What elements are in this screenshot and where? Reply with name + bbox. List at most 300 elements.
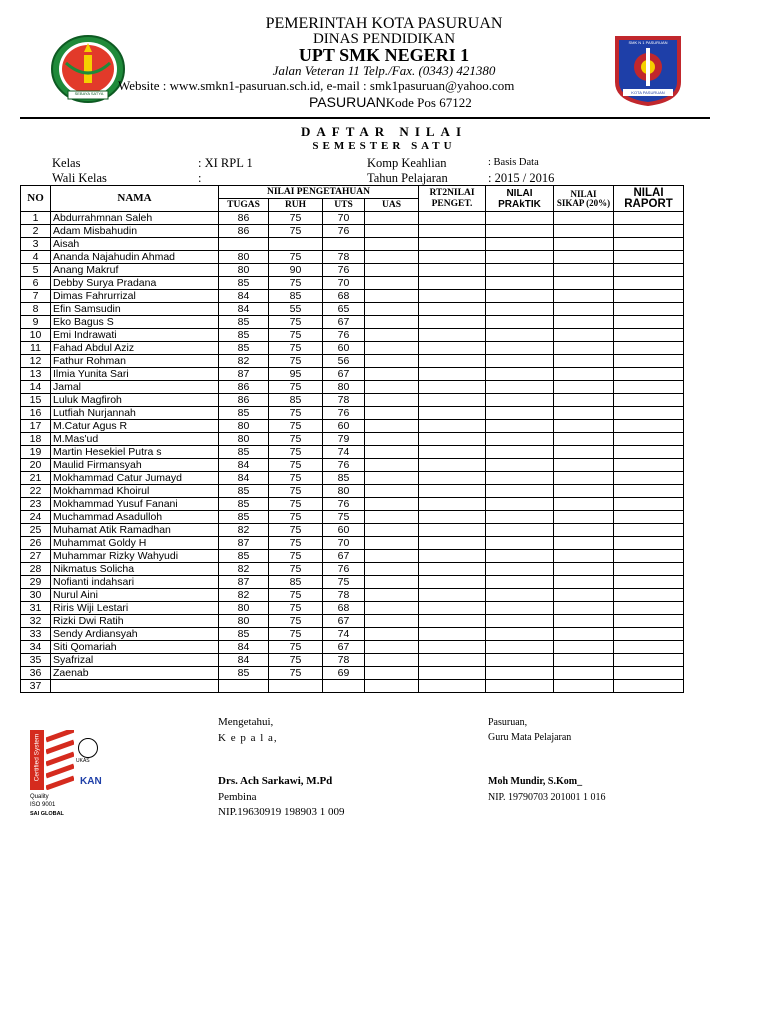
uas-score <box>365 394 419 407</box>
tugas-score: 85 <box>219 550 269 563</box>
uts-score: 68 <box>323 602 365 615</box>
uas-score <box>365 537 419 550</box>
rt2-nilai-score <box>419 654 486 667</box>
student-name: Aisah <box>51 238 219 251</box>
table-row <box>21 264 684 277</box>
uts-score: 76 <box>323 407 365 420</box>
raport-score <box>614 342 684 355</box>
row-number: 13 <box>21 368 51 381</box>
wali-kelas-value: : <box>198 171 202 185</box>
uts-score: 75 <box>323 511 365 524</box>
sai-global-text: SAI GLOBAL <box>30 811 64 817</box>
ukas-text: UKAS <box>76 758 90 764</box>
grades-table <box>20 185 684 693</box>
raport-score <box>614 472 684 485</box>
praktik-score <box>486 511 554 524</box>
tugas-score: 85 <box>219 667 269 680</box>
student-name: Luluk Magfiroh <box>51 394 219 407</box>
sikap-score <box>554 355 614 368</box>
uas-score <box>365 251 419 264</box>
right-logo-top-text: SMK N 1 PASURUAN <box>628 40 668 45</box>
tugas-score: 85 <box>219 277 269 290</box>
principal-nip: NIP.19630919 198903 1 009 <box>218 806 345 818</box>
uts-score <box>323 680 365 693</box>
uts-score: 70 <box>323 277 365 290</box>
raport-score <box>614 238 684 251</box>
sikap-score <box>554 446 614 459</box>
sikap-score <box>554 459 614 472</box>
student-name: M.Catur Agus R <box>51 420 219 433</box>
raport-score <box>614 524 684 537</box>
rt2-nilai-score <box>419 524 486 537</box>
raport-score <box>614 446 684 459</box>
sikap-score <box>554 212 614 225</box>
rt2-nilai-score <box>419 576 486 589</box>
ruh-score: 55 <box>269 303 323 316</box>
row-number: 15 <box>21 394 51 407</box>
row-number: 14 <box>21 381 51 394</box>
praktik-score <box>486 615 554 628</box>
tugas-score: 85 <box>219 628 269 641</box>
row-number: 10 <box>21 329 51 342</box>
uts-score: 78 <box>323 589 365 602</box>
ruh-score: 75 <box>269 511 323 524</box>
student-name: Muhammar Rizky Wahyudi <box>51 550 219 563</box>
row-number: 11 <box>21 342 51 355</box>
student-name: Nikmatus Solicha <box>51 563 219 576</box>
table-row <box>21 225 684 238</box>
tugas-score: 86 <box>219 381 269 394</box>
sikap-score <box>554 407 614 420</box>
raport-score <box>614 381 684 394</box>
student-name: Mokhammad Yusuf Fanani <box>51 498 219 511</box>
table-row <box>21 563 684 576</box>
sikap-score <box>554 316 614 329</box>
raport-score <box>614 420 684 433</box>
uts-score: 78 <box>323 251 365 264</box>
student-name: Muhamat Atik Ramadhan <box>51 524 219 537</box>
uts-score: 67 <box>323 615 365 628</box>
uas-score <box>365 290 419 303</box>
table-row <box>21 329 684 342</box>
praktik-score <box>486 251 554 264</box>
tugas-score: 86 <box>219 394 269 407</box>
acknowledged-label: Mengetahui, <box>218 716 274 728</box>
raport-score <box>614 576 684 589</box>
uts-score: 76 <box>323 459 365 472</box>
sikap-score <box>554 472 614 485</box>
student-name: M.Mas'ud <box>51 433 219 446</box>
row-number: 19 <box>21 446 51 459</box>
student-name: Emi Indrawati <box>51 329 219 342</box>
ukas-crown-icon <box>78 738 98 758</box>
uas-score <box>365 485 419 498</box>
post-code: Kode Pos 67122 <box>385 95 472 110</box>
sikap-score <box>554 264 614 277</box>
principal-title: K e p a l a, <box>218 732 278 744</box>
ruh-score: 75 <box>269 589 323 602</box>
uas-score <box>365 667 419 680</box>
logo-overlap-mask <box>100 76 130 94</box>
principal-name: Drs. Ach Sarkawi, M.Pd <box>218 775 333 787</box>
raport-score <box>614 329 684 342</box>
uts-score: 65 <box>323 303 365 316</box>
header-ruh: RUH <box>269 199 323 212</box>
praktik-score <box>486 680 554 693</box>
ruh-score: 75 <box>269 472 323 485</box>
row-number: 9 <box>21 316 51 329</box>
row-number: 34 <box>21 641 51 654</box>
student-name: Eko Bagus S <box>51 316 219 329</box>
city-name: PASURUAN <box>309 94 386 110</box>
uas-score <box>365 641 419 654</box>
table-row <box>21 537 684 550</box>
uts-score: 68 <box>323 290 365 303</box>
address-line: Jalan Veteran 11 Telp./Fax. (0343) 421380 <box>272 63 496 78</box>
praktik-score <box>486 589 554 602</box>
praktik-score <box>486 602 554 615</box>
header-nilai-sikap: NILAI SIKAP (20%) <box>554 186 614 212</box>
uts-score: 60 <box>323 342 365 355</box>
teacher-nip: NIP. 19790703 201001 1 016 <box>488 792 606 803</box>
student-name: Sendy Ardiansyah <box>51 628 219 641</box>
sikap-score <box>554 511 614 524</box>
table-row <box>21 615 684 628</box>
row-number: 23 <box>21 498 51 511</box>
header-uas: UAS <box>365 199 419 212</box>
ruh-score: 75 <box>269 446 323 459</box>
tugas-score: 80 <box>219 420 269 433</box>
row-number: 21 <box>21 472 51 485</box>
uas-score <box>365 355 419 368</box>
table-row <box>21 381 684 394</box>
uas-score <box>365 420 419 433</box>
rt2-nilai-score <box>419 303 486 316</box>
praktik-score <box>486 472 554 485</box>
table-row <box>21 459 684 472</box>
row-number: 28 <box>21 563 51 576</box>
ruh-score: 75 <box>269 225 323 238</box>
ruh-score: 75 <box>269 459 323 472</box>
sikap-score <box>554 615 614 628</box>
uas-score <box>365 342 419 355</box>
sikap-score <box>554 381 614 394</box>
row-number: 1 <box>21 212 51 225</box>
tugas-score: 85 <box>219 446 269 459</box>
row-number: 30 <box>21 589 51 602</box>
rt2-nilai-score <box>419 342 486 355</box>
tugas-score: 80 <box>219 251 269 264</box>
tugas-score: 84 <box>219 459 269 472</box>
ruh-score: 75 <box>269 498 323 511</box>
table-row <box>21 550 684 563</box>
tugas-score: 80 <box>219 602 269 615</box>
row-number: 25 <box>21 524 51 537</box>
sikap-score <box>554 368 614 381</box>
row-number: 12 <box>21 355 51 368</box>
ruh-score: 75 <box>269 537 323 550</box>
raport-score <box>614 563 684 576</box>
sikap-score <box>554 329 614 342</box>
raport-score <box>614 277 684 290</box>
praktik-score <box>486 459 554 472</box>
uas-score <box>365 498 419 511</box>
tugas-score: 85 <box>219 485 269 498</box>
uts-score: 67 <box>323 550 365 563</box>
row-number: 36 <box>21 667 51 680</box>
raport-score <box>614 602 684 615</box>
row-number: 3 <box>21 238 51 251</box>
raport-score <box>614 225 684 238</box>
sikap-score <box>554 225 614 238</box>
uas-score <box>365 303 419 316</box>
student-name: Anang Makruf <box>51 264 219 277</box>
table-row <box>21 342 684 355</box>
table-row <box>21 511 684 524</box>
ruh-score: 75 <box>269 329 323 342</box>
uts-score <box>323 238 365 251</box>
raport-score <box>614 368 684 381</box>
ruh-score: 75 <box>269 342 323 355</box>
tugas-score: 87 <box>219 537 269 550</box>
rt2-nilai-score <box>419 225 486 238</box>
wali-kelas-label: Wali Kelas <box>52 171 107 185</box>
uas-score <box>365 472 419 485</box>
uas-score <box>365 277 419 290</box>
student-name <box>51 680 219 693</box>
rt2-nilai-score <box>419 290 486 303</box>
sikap-score <box>554 251 614 264</box>
table-row <box>21 290 684 303</box>
rt2-nilai-score <box>419 537 486 550</box>
uts-score: 67 <box>323 368 365 381</box>
sikap-score <box>554 667 614 680</box>
raport-score <box>614 212 684 225</box>
student-name: Fahad Abdul Aziz <box>51 342 219 355</box>
rt2-nilai-score <box>419 329 486 342</box>
sikap-score <box>554 576 614 589</box>
rt2-nilai-score <box>419 381 486 394</box>
tugas-score: 80 <box>219 433 269 446</box>
table-row <box>21 407 684 420</box>
header-nilai-praktik: NILAI PRAkTIK <box>486 186 554 212</box>
raport-score <box>614 628 684 641</box>
ruh-score: 85 <box>269 576 323 589</box>
uas-score <box>365 433 419 446</box>
uas-score <box>365 680 419 693</box>
sikap-score <box>554 277 614 290</box>
raport-score <box>614 433 684 446</box>
table-row <box>21 628 684 641</box>
uas-score <box>365 446 419 459</box>
uas-score <box>365 225 419 238</box>
teacher-name: Moh Mundir, S.Kom_ <box>488 776 583 787</box>
row-number: 7 <box>21 290 51 303</box>
uas-score <box>365 602 419 615</box>
sikap-score <box>554 238 614 251</box>
tugas-score: 85 <box>219 407 269 420</box>
ruh-score: 75 <box>269 316 323 329</box>
rt2-nilai-score <box>419 680 486 693</box>
rt2-nilai-score <box>419 368 486 381</box>
ruh-score: 75 <box>269 641 323 654</box>
raport-score <box>614 355 684 368</box>
city-postcode-line <box>309 94 472 112</box>
uas-score <box>365 329 419 342</box>
uts-score: 79 <box>323 433 365 446</box>
table-row <box>21 446 684 459</box>
uts-score: 60 <box>323 420 365 433</box>
row-number: 16 <box>21 407 51 420</box>
ruh-score: 75 <box>269 628 323 641</box>
left-logo-banner: SEBAYA SATYA <box>74 91 104 96</box>
student-name: Nofianti indahsari <box>51 576 219 589</box>
row-number: 29 <box>21 576 51 589</box>
tugas-score <box>219 238 269 251</box>
praktik-score <box>486 368 554 381</box>
student-name: Syafrizal <box>51 654 219 667</box>
row-number: 26 <box>21 537 51 550</box>
raport-score <box>614 316 684 329</box>
raport-score <box>614 394 684 407</box>
rt2-nilai-score <box>419 641 486 654</box>
student-name: Rizki Dwi Ratih <box>51 615 219 628</box>
rt2-nilai-score <box>419 212 486 225</box>
ruh-score: 75 <box>269 602 323 615</box>
row-number: 32 <box>21 615 51 628</box>
uts-score: 76 <box>323 329 365 342</box>
uts-score: 76 <box>323 563 365 576</box>
ruh-score: 75 <box>269 524 323 537</box>
row-number: 27 <box>21 550 51 563</box>
rt2-nilai-score <box>419 277 486 290</box>
school-name: UPT SMK NEGERI 1 <box>298 45 470 65</box>
header-no: NO <box>21 186 51 212</box>
uts-score: 70 <box>323 537 365 550</box>
tugas-score: 85 <box>219 511 269 524</box>
praktik-score <box>486 303 554 316</box>
rt2-nilai-score <box>419 394 486 407</box>
sikap-score <box>554 550 614 563</box>
student-name: Muhammat Goldy H <box>51 537 219 550</box>
ruh-score: 75 <box>269 212 323 225</box>
praktik-score <box>486 667 554 680</box>
tugas-score: 80 <box>219 264 269 277</box>
tugas-score: 85 <box>219 316 269 329</box>
uas-score <box>365 628 419 641</box>
uts-score: 80 <box>323 485 365 498</box>
row-number: 33 <box>21 628 51 641</box>
row-number: 24 <box>21 511 51 524</box>
sikap-score <box>554 563 614 576</box>
student-name: Efin Samsudin <box>51 303 219 316</box>
header-divider <box>20 117 710 119</box>
row-number: 22 <box>21 485 51 498</box>
raport-score <box>614 407 684 420</box>
raport-score <box>614 290 684 303</box>
tugas-score: 86 <box>219 212 269 225</box>
row-number: 5 <box>21 264 51 277</box>
ruh-score: 75 <box>269 667 323 680</box>
row-number: 6 <box>21 277 51 290</box>
table-row <box>21 641 684 654</box>
uts-score: 76 <box>323 225 365 238</box>
student-name: Ilmia Yunita Sari <box>51 368 219 381</box>
praktik-score <box>486 446 554 459</box>
student-name: Abdurrahmnan Saleh <box>51 212 219 225</box>
tugas-score: 84 <box>219 641 269 654</box>
uas-score <box>365 576 419 589</box>
tugas-score: 84 <box>219 290 269 303</box>
praktik-score <box>486 407 554 420</box>
ruh-score <box>269 238 323 251</box>
komp-keahlian-value: : Basis Data <box>488 157 539 168</box>
table-row <box>21 472 684 485</box>
student-name: Siti Qomariah <box>51 641 219 654</box>
principal-rank: Pembina <box>218 791 257 803</box>
uas-score <box>365 368 419 381</box>
ruh-score: 75 <box>269 381 323 394</box>
sikap-score <box>554 498 614 511</box>
praktik-score <box>486 550 554 563</box>
uas-score <box>365 381 419 394</box>
rt2-nilai-score <box>419 472 486 485</box>
raport-score <box>614 641 684 654</box>
uts-score: 78 <box>323 654 365 667</box>
student-name: Nurul Aini <box>51 589 219 602</box>
table-row <box>21 420 684 433</box>
uts-score: 60 <box>323 524 365 537</box>
uts-score: 70 <box>323 212 365 225</box>
uts-score: 78 <box>323 394 365 407</box>
praktik-score <box>486 355 554 368</box>
uas-score <box>365 615 419 628</box>
table-row <box>21 316 684 329</box>
raport-score <box>614 511 684 524</box>
place-date-label: Pasuruan, <box>488 717 528 728</box>
praktik-score <box>486 212 554 225</box>
uts-score: 85 <box>323 472 365 485</box>
teacher-title: Guru Mata Pelajaran <box>488 732 572 743</box>
row-number: 31 <box>21 602 51 615</box>
ruh-score: 75 <box>269 433 323 446</box>
praktik-score <box>486 277 554 290</box>
student-name: Zaenab <box>51 667 219 680</box>
student-name: Dimas Fahrurrizal <box>51 290 219 303</box>
rt2-nilai-score <box>419 511 486 524</box>
header-rt2-nilai: RT2NILAI PENGET. <box>419 186 486 212</box>
ruh-score: 85 <box>269 394 323 407</box>
rt2-nilai-score <box>419 667 486 680</box>
raport-score <box>614 667 684 680</box>
rt2-nilai-score <box>419 355 486 368</box>
table-row <box>21 394 684 407</box>
kan-text: KAN <box>80 776 102 787</box>
sikap-score <box>554 303 614 316</box>
table-row <box>21 589 684 602</box>
ruh-score: 90 <box>269 264 323 277</box>
praktik-score <box>486 485 554 498</box>
sikap-score <box>554 394 614 407</box>
raport-score <box>614 264 684 277</box>
raport-score <box>614 654 684 667</box>
kelas-value: : XI RPL 1 <box>198 156 253 170</box>
sikap-score <box>554 589 614 602</box>
ruh-score: 75 <box>269 420 323 433</box>
raport-score <box>614 550 684 563</box>
raport-score <box>614 589 684 602</box>
praktik-score <box>486 420 554 433</box>
